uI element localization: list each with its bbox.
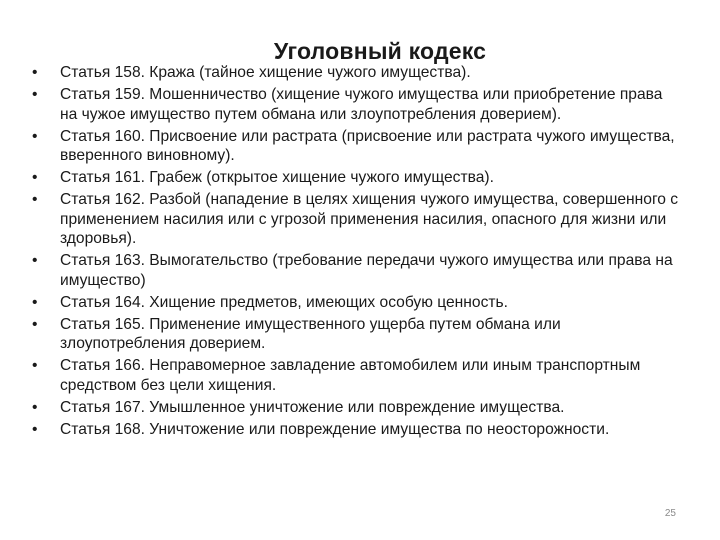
list-item (32, 190, 682, 249)
list-item (32, 420, 682, 440)
list-item (32, 315, 682, 354)
bullet-icon: • (32, 421, 38, 438)
list-item (32, 293, 682, 313)
list-item (32, 127, 682, 166)
bullet-icon: • (32, 64, 38, 81)
bullet-icon: • (32, 127, 38, 145)
bullet-icon: • (32, 85, 38, 103)
bullet-icon: • (32, 191, 38, 209)
list-item (32, 356, 682, 395)
bullet-icon: • (32, 357, 38, 375)
article-text: Статья 166. Неправомерное завладение автомобилем или иным транспортным средством без цели хищения. (60, 357, 641, 395)
bullet-icon: • (32, 252, 38, 270)
article-text: Статья 165. Применение имущественного ущерба путем обмана или злоупотребления доверием. (60, 315, 561, 353)
bullet-icon: • (32, 293, 38, 311)
article-text: Статья 162. Разбой (нападение в целях хищения чужого имущества, совершенного с применением насилия или с угрозой применения насилия, опасного для жизни или здоровья). (60, 191, 679, 248)
slide-title: Уголовный кодекс (273, 38, 487, 64)
article-text: Статья 168. Уничтожение или повреждение имущества по неосторожности. (60, 421, 610, 438)
bullet-icon: • (32, 399, 38, 417)
article-text: Статья 158. Кража (тайное хищение чужого имущества). (60, 64, 471, 81)
list-item (32, 63, 682, 83)
article-list (32, 63, 682, 442)
page-number: 25 (664, 508, 676, 519)
article-text: Статья 160. Присвоение или растрата (присвоение или растрата чужого имущества, вверенного виновному). (60, 127, 675, 165)
list-item (32, 168, 682, 188)
bullet-icon: • (32, 169, 38, 187)
article-text: Статья 164. Хищение предметов, имеющих особую ценность. (60, 293, 508, 311)
bullet-icon: • (32, 315, 38, 333)
list-item (32, 251, 682, 290)
article-text: Статья 167. Умышленное уничтожение или повреждение имущества. (60, 399, 565, 417)
article-text: Статья 161. Грабеж (открытое хищение чужого имущества). (60, 169, 494, 187)
list-item (32, 398, 682, 418)
article-text: Статья 163. Вымогательство (требование передачи чужого имущества или права на имущество) (60, 252, 673, 289)
list-item (32, 85, 682, 124)
article-text: Статья 159. Мошенничество (хищение чужого имущества или приобретение права на чужое имущество путем обмана или злоупотребления доверием). (60, 85, 663, 123)
